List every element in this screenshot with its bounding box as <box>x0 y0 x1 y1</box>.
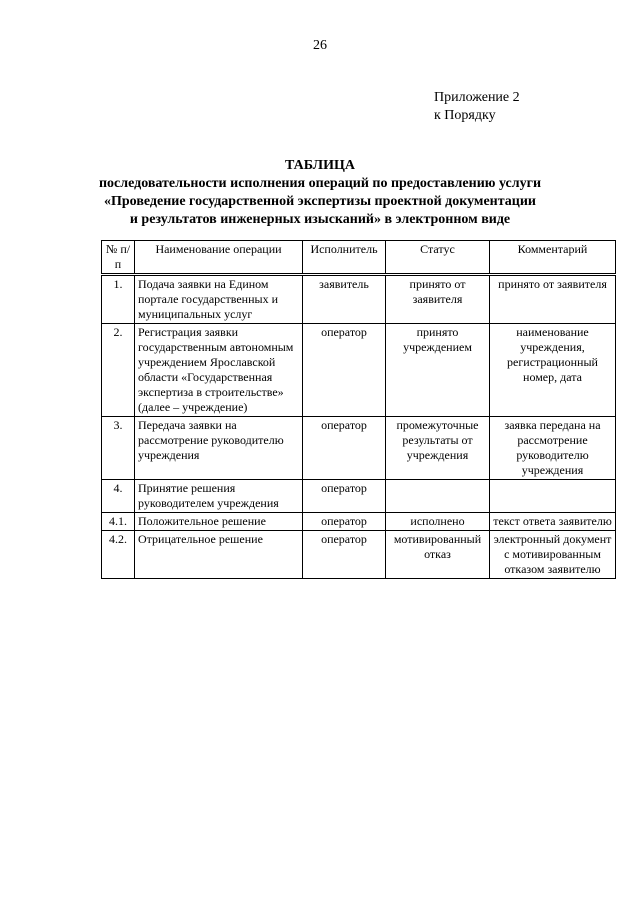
cell-status: принято учреждением <box>386 324 490 417</box>
cell-name: Отрицательное решение <box>135 531 303 579</box>
cell-num: 4.2. <box>102 531 135 579</box>
cell-comment: электронный документ с мотивированным отказом заявителю <box>490 531 616 579</box>
table-row <box>102 480 616 513</box>
cell-num: 1. <box>102 275 135 324</box>
title-line-2: последовательности исполнения операций по предоставлению услуги <box>98 176 542 191</box>
table-header-row <box>102 241 616 275</box>
cell-name: Подача заявки на Едином портале государственных и муниципальных услуг <box>135 275 303 324</box>
cell-executor: заявитель <box>303 275 386 324</box>
header-name: Наименование операции <box>135 241 303 275</box>
header-comment: Комментарий <box>490 241 616 275</box>
cell-num: 2. <box>102 324 135 417</box>
appendix-note <box>434 89 520 125</box>
cell-executor: оператор <box>303 417 386 480</box>
cell-status: принято от заявителя <box>386 275 490 324</box>
cell-executor: оператор <box>303 513 386 531</box>
table-row <box>102 417 616 480</box>
header-executor: Исполнитель <box>303 241 386 275</box>
operations-table <box>101 240 616 579</box>
table-row <box>102 324 616 417</box>
cell-name: Принятие решения руководителем учреждения <box>135 480 303 513</box>
cell-num: 4.1. <box>102 513 135 531</box>
cell-comment: принято от заявителя <box>490 275 616 324</box>
cell-num: 3. <box>102 417 135 480</box>
header-num: № п/п <box>102 241 135 275</box>
cell-status <box>386 480 490 513</box>
cell-name: Передача заявки на рассмотрение руководителю учреждения <box>135 417 303 480</box>
cell-status: исполнено <box>386 513 490 531</box>
cell-status: промежуточные результаты от учреждения <box>386 417 490 480</box>
cell-num: 4. <box>102 480 135 513</box>
cell-executor: оператор <box>303 480 386 513</box>
cell-comment: текст ответа заявителю <box>490 513 616 531</box>
page-number: 26 <box>313 38 327 53</box>
table-row <box>102 275 616 324</box>
cell-comment: наименование учреждения, регистрационный номер, дата <box>490 324 616 417</box>
cell-status: мотивированный отказ <box>386 531 490 579</box>
appendix-line-1: Приложение 2 <box>434 90 520 105</box>
table-row <box>102 513 616 531</box>
header-status: Статус <box>386 241 490 275</box>
cell-executor: оператор <box>303 531 386 579</box>
cell-comment: заявка передана на рассмотрение руководителю учреждения <box>490 417 616 480</box>
title-line-4: и результатов инженерных изысканий» в электронном виде <box>129 212 511 227</box>
appendix-line-2: к Порядку <box>434 108 496 123</box>
title-line-3: «Проведение государственной экспертизы проектной документации <box>104 194 536 209</box>
cell-comment <box>490 480 616 513</box>
cell-name: Положительное решение <box>135 513 303 531</box>
cell-executor: оператор <box>303 324 386 417</box>
cell-name: Регистрация заявки государственным автономным учреждением Ярославской области «Государственная экспертиза в строительстве» (далее – учреждение) <box>135 324 303 417</box>
table-row <box>102 531 616 579</box>
document-title <box>0 157 640 229</box>
title-line-1: ТАБЛИЦА <box>285 158 355 173</box>
